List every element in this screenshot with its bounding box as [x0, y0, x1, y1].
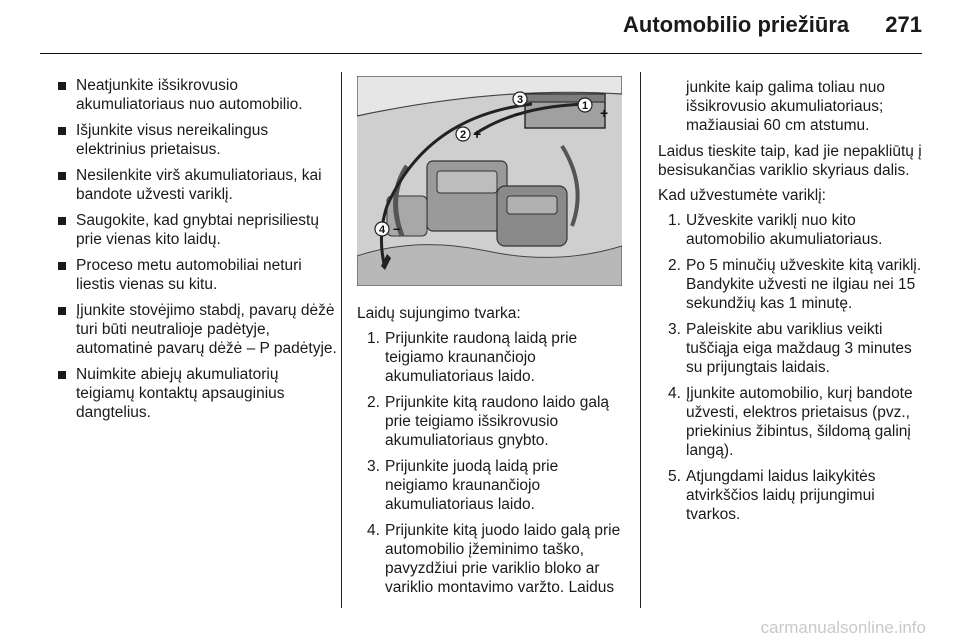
callout-4: 4 — [378, 224, 386, 236]
column-3 — [658, 78, 926, 531]
precautions-list — [58, 76, 338, 422]
jump-start-illustration — [357, 76, 622, 286]
connection-steps — [357, 329, 625, 597]
list-item: 1. Užveskite variklį nuo kito automobilio akumuliatoriaus. — [668, 212, 883, 248]
start-engine-intro: Kad užvestumėte variklį: — [658, 187, 826, 204]
list-item: Proceso metu automobiliai neturi liestis vienas su kitu. — [58, 256, 338, 294]
list-item: 5. Atjungdami laidus laikykitės atvirkščios laidų prijungimui tvarkos. — [668, 468, 876, 523]
list-item: 2. Prijunkite kitą raudono laido galą prie teigiamo išsikrovusio akumuliatoriaus gnybto. — [367, 394, 610, 449]
list-item: Įjunkite stovėjimo stabdį, pavarų dėžė turi būti neutralioje padėtyje, automatinė pavarų dėžė – P padėtyje. — [58, 301, 338, 358]
cable-routing-note: Laidus tieskite taip, kad jie nepakliūtų į besisukančias variklio skyriaus dalis. — [658, 143, 922, 179]
plus-symbol: + — [473, 126, 482, 142]
engine-bay-drawing — [357, 76, 622, 286]
start-steps — [658, 211, 926, 524]
column-1 — [58, 76, 338, 429]
list-item: 3. Paleiskite abu variklius veikti tuščiąja eiga maždaug 3 minutes su prijungtais laidais. — [668, 321, 912, 376]
list-item: Nesilenkite virš akumuliatoriaus, kai bandote užvesti variklį. — [58, 166, 338, 204]
page-number: 271 — [885, 12, 922, 37]
column-divider-left — [341, 72, 342, 608]
page-title: Automobilio priežiūra — [623, 12, 850, 37]
page-header — [0, 12, 922, 38]
list-item: Saugokite, kad gnybtai neprisiliestų prie vienas kito laidų. — [58, 211, 338, 249]
list-item: 2. Po 5 minučių užveskite kitą variklį. Bandykite užvesti ne ilgiau nei 15 sekundžių kas 1 minutę. — [668, 257, 922, 312]
column-divider-right — [640, 72, 641, 608]
list-item: 4. Įjunkite automobilio, kurį bandote užvesti, elektros prietaisus (pvz., priekinius žibintus, šildomą galinį langą). — [668, 385, 913, 459]
column-2 — [357, 76, 625, 604]
watermark: carmanualsonline.info — [760, 618, 926, 637]
minus-symbol: – — [393, 220, 401, 236]
connection-order-intro: Laidų sujungimo tvarka: — [357, 305, 521, 322]
list-item: Nuimkite abiejų akumuliatorių teigiamų kontaktų apsauginius dangtelius. — [58, 365, 338, 422]
plus-symbol: + — [600, 105, 609, 121]
callout-1: 1 — [581, 100, 589, 112]
continued-text: junkite kaip galima toliau nuo išsikrovusio akumuliatoriaus; mažiausiai 60 cm atstumu. — [686, 79, 886, 134]
list-item: Neatjunkite išsikrovusio akumuliatoriaus nuo automobilio. — [58, 76, 338, 114]
list-item: 1. Prijunkite raudoną laidą prie teigiamo kraunančiojo akumuliatoriaus laido. — [367, 330, 578, 385]
callout-2: 2 — [459, 129, 467, 141]
list-item: Išjunkite visus nereikalingus elektrinius prietaisus. — [58, 121, 338, 159]
header-divider — [40, 53, 922, 54]
callout-3: 3 — [516, 94, 524, 106]
list-item: 3. Prijunkite juodą laidą prie neigiamo kraunančiojo akumuliatoriaus laido. — [367, 458, 559, 513]
minus-symbol: – — [514, 105, 522, 121]
list-item: 4. Prijunkite kitą juodo laido galą prie automobilio įžeminimo taško, pavyzdžiui prie variklio bloko ar variklio montavimo varžto. Laidus — [367, 522, 621, 596]
